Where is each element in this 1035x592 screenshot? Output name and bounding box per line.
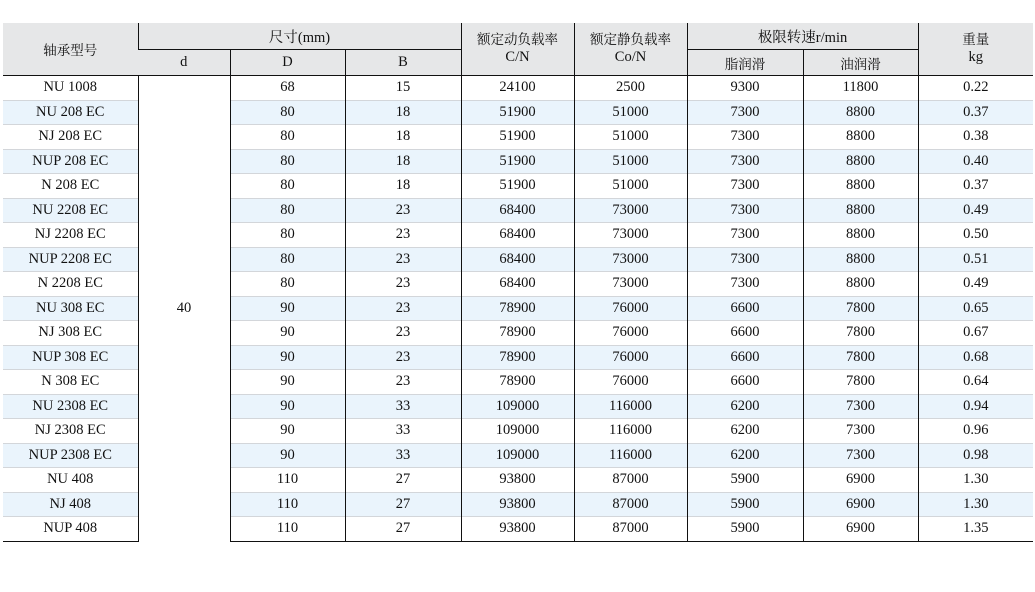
static-load-cell: 51000: [574, 100, 687, 125]
grease-speed-cell: 6600: [687, 370, 803, 395]
static-load-cell: 73000: [574, 198, 687, 223]
static-load-cell: 87000: [574, 517, 687, 542]
outer-diameter-cell: 90: [230, 345, 345, 370]
oil-speed-cell: 7800: [803, 296, 918, 321]
outer-diameter-cell: 110: [230, 492, 345, 517]
width-cell: 23: [345, 223, 461, 248]
weight-cell: 0.37: [918, 100, 1033, 125]
grease-speed-cell: 7300: [687, 174, 803, 199]
outer-diameter-cell: 90: [230, 419, 345, 444]
grease-speed-cell: 6600: [687, 296, 803, 321]
grease-speed-cell: 5900: [687, 492, 803, 517]
width-cell: 23: [345, 370, 461, 395]
oil-speed-cell: 7300: [803, 419, 918, 444]
oil-speed-cell: 7800: [803, 321, 918, 346]
grease-speed-cell: 5900: [687, 517, 803, 542]
oil-speed-cell: 8800: [803, 223, 918, 248]
grease-speed-cell: 5900: [687, 468, 803, 493]
weight-cell: 0.38: [918, 125, 1033, 150]
model-cell: NU 208 EC: [3, 100, 138, 125]
header-dynamic-load-label: 额定动负载率: [477, 32, 559, 48]
weight-cell: 1.30: [918, 468, 1033, 493]
outer-diameter-cell: 80: [230, 174, 345, 199]
bore-diameter-cell: 40: [138, 76, 230, 542]
width-cell: 27: [345, 492, 461, 517]
model-cell: NU 408: [3, 468, 138, 493]
model-cell: NUP 208 EC: [3, 149, 138, 174]
grease-speed-cell: 6200: [687, 443, 803, 468]
header-model: 轴承型号: [3, 23, 138, 76]
outer-diameter-cell: 80: [230, 149, 345, 174]
model-cell: NJ 408: [3, 492, 138, 517]
header-speed: 极限转速r/min: [687, 23, 918, 50]
static-load-cell: 116000: [574, 443, 687, 468]
model-cell: NJ 2308 EC: [3, 419, 138, 444]
oil-speed-cell: 8800: [803, 100, 918, 125]
dynamic-load-cell: 68400: [461, 198, 574, 223]
header-weight-unit: kg: [968, 49, 984, 65]
dynamic-load-cell: 109000: [461, 419, 574, 444]
header-static-load-unit: Co/N: [614, 49, 647, 65]
outer-diameter-cell: 80: [230, 198, 345, 223]
static-load-cell: 2500: [574, 76, 687, 101]
weight-cell: 0.96: [918, 419, 1033, 444]
dynamic-load-cell: 93800: [461, 468, 574, 493]
width-cell: 33: [345, 419, 461, 444]
dynamic-load-cell: 109000: [461, 394, 574, 419]
dynamic-load-cell: 93800: [461, 517, 574, 542]
width-cell: 15: [345, 76, 461, 101]
outer-diameter-cell: 90: [230, 321, 345, 346]
grease-speed-cell: 6600: [687, 345, 803, 370]
dynamic-load-cell: 51900: [461, 125, 574, 150]
weight-cell: 0.49: [918, 272, 1033, 297]
grease-speed-cell: 7300: [687, 149, 803, 174]
weight-cell: 0.67: [918, 321, 1033, 346]
oil-speed-cell: 8800: [803, 174, 918, 199]
model-cell: NUP 308 EC: [3, 345, 138, 370]
table-header: [3, 23, 1033, 76]
grease-speed-cell: 7300: [687, 247, 803, 272]
static-load-cell: 76000: [574, 296, 687, 321]
dynamic-load-cell: 93800: [461, 492, 574, 517]
oil-speed-cell: 7300: [803, 394, 918, 419]
model-cell: NUP 2208 EC: [3, 247, 138, 272]
weight-cell: 0.64: [918, 370, 1033, 395]
model-cell: NJ 2208 EC: [3, 223, 138, 248]
weight-cell: 0.37: [918, 174, 1033, 199]
dynamic-load-cell: 68400: [461, 272, 574, 297]
static-load-cell: 76000: [574, 321, 687, 346]
static-load-cell: 73000: [574, 223, 687, 248]
width-cell: 23: [345, 272, 461, 297]
model-cell: NUP 408: [3, 517, 138, 542]
outer-diameter-cell: 90: [230, 296, 345, 321]
static-load-cell: 116000: [574, 419, 687, 444]
weight-cell: 0.40: [918, 149, 1033, 174]
model-cell: NU 308 EC: [3, 296, 138, 321]
oil-speed-cell: 6900: [803, 492, 918, 517]
outer-diameter-cell: 80: [230, 100, 345, 125]
weight-cell: 0.50: [918, 223, 1033, 248]
dynamic-load-cell: 68400: [461, 247, 574, 272]
weight-cell: 0.68: [918, 345, 1033, 370]
width-cell: 23: [345, 345, 461, 370]
static-load-cell: 73000: [574, 247, 687, 272]
weight-cell: 0.49: [918, 198, 1033, 223]
outer-diameter-cell: 90: [230, 394, 345, 419]
dynamic-load-cell: 78900: [461, 345, 574, 370]
width-cell: 33: [345, 394, 461, 419]
grease-speed-cell: 7300: [687, 100, 803, 125]
width-cell: 18: [345, 174, 461, 199]
header-d: d: [138, 50, 230, 76]
weight-cell: 0.94: [918, 394, 1033, 419]
grease-speed-cell: 7300: [687, 198, 803, 223]
width-cell: 23: [345, 296, 461, 321]
grease-speed-cell: 7300: [687, 125, 803, 150]
oil-speed-cell: 8800: [803, 149, 918, 174]
oil-speed-cell: 11800: [803, 76, 918, 101]
header-oil: 油润滑: [803, 50, 918, 76]
static-load-cell: 76000: [574, 345, 687, 370]
model-cell: NU 1008: [43, 79, 98, 96]
grease-speed-cell: 6600: [687, 321, 803, 346]
grease-speed-cell: 6200: [687, 419, 803, 444]
static-load-cell: 87000: [574, 492, 687, 517]
header-static-load-label: 额定静负载率: [590, 32, 672, 48]
outer-diameter-cell: 80: [230, 223, 345, 248]
dynamic-load-cell: 24100: [461, 76, 574, 101]
model-cell: NUP 2308 EC: [3, 443, 138, 468]
width-cell: 18: [345, 100, 461, 125]
outer-diameter-cell: 80: [230, 247, 345, 272]
header-B: B: [345, 50, 461, 76]
dynamic-load-cell: 78900: [461, 321, 574, 346]
outer-diameter-cell: 110: [230, 468, 345, 493]
bearing-spec-table-container: [3, 23, 1033, 542]
width-cell: 18: [345, 149, 461, 174]
width-cell: 27: [345, 468, 461, 493]
outer-diameter-cell: 110: [230, 517, 345, 542]
oil-speed-cell: 7300: [803, 443, 918, 468]
model-cell: N 2208 EC: [3, 272, 138, 297]
static-load-cell: 73000: [574, 272, 687, 297]
width-cell: 18: [345, 125, 461, 150]
header-weight-label: 重量: [962, 32, 990, 48]
static-load-cell: 76000: [574, 370, 687, 395]
static-load-cell: 51000: [574, 125, 687, 150]
dynamic-load-cell: 68400: [461, 223, 574, 248]
weight-cell: 0.22: [918, 76, 1033, 101]
model-cell: NU 2308 EC: [3, 394, 138, 419]
width-cell: 23: [345, 321, 461, 346]
static-load-cell: 116000: [574, 394, 687, 419]
table-body: [3, 76, 1033, 542]
oil-speed-cell: 6900: [803, 517, 918, 542]
weight-cell: 1.30: [918, 492, 1033, 517]
outer-diameter-cell: 80: [230, 125, 345, 150]
weight-cell: 0.51: [918, 247, 1033, 272]
model-cell: N 208 EC: [3, 174, 138, 199]
weight-cell: 0.98: [918, 443, 1033, 468]
header-weight: [918, 23, 1033, 76]
width-cell: 23: [345, 247, 461, 272]
header-size: 尺寸(mm): [138, 23, 461, 50]
static-load-cell: 51000: [574, 174, 687, 199]
header-grease: 脂润滑: [687, 50, 803, 76]
table-row: [3, 76, 1033, 101]
bearing-spec-table: [3, 23, 1033, 542]
header-dynamic-load: [461, 23, 574, 76]
oil-speed-cell: 7800: [803, 345, 918, 370]
grease-speed-cell: 9300: [687, 76, 803, 101]
dynamic-load-cell: 51900: [461, 100, 574, 125]
model-cell: N 308 EC: [3, 370, 138, 395]
width-cell: 27: [345, 517, 461, 542]
model-cell: NU 2208 EC: [3, 198, 138, 223]
width-cell: 33: [345, 443, 461, 468]
header-dynamic-load-unit: C/N: [505, 49, 530, 65]
weight-cell: 0.65: [918, 296, 1033, 321]
static-load-cell: 51000: [574, 149, 687, 174]
grease-speed-cell: 6200: [687, 394, 803, 419]
oil-speed-cell: 8800: [803, 272, 918, 297]
grease-speed-cell: 7300: [687, 272, 803, 297]
oil-speed-cell: 8800: [803, 247, 918, 272]
dynamic-load-cell: 109000: [461, 443, 574, 468]
outer-diameter-cell: 90: [230, 443, 345, 468]
static-load-cell: 87000: [574, 468, 687, 493]
dynamic-load-cell: 51900: [461, 174, 574, 199]
weight-cell: 1.35: [918, 517, 1033, 542]
header-static-load: [574, 23, 687, 76]
width-cell: 23: [345, 198, 461, 223]
header-D: D: [230, 50, 345, 76]
outer-diameter-cell: 80: [230, 272, 345, 297]
dynamic-load-cell: 78900: [461, 370, 574, 395]
dynamic-load-cell: 78900: [461, 296, 574, 321]
grease-speed-cell: 7300: [687, 223, 803, 248]
model-cell: NJ 308 EC: [3, 321, 138, 346]
dynamic-load-cell: 51900: [461, 149, 574, 174]
outer-diameter-cell: 90: [230, 370, 345, 395]
oil-speed-cell: 8800: [803, 125, 918, 150]
oil-speed-cell: 8800: [803, 198, 918, 223]
oil-speed-cell: 6900: [803, 468, 918, 493]
outer-diameter-cell: 68: [230, 76, 345, 101]
oil-speed-cell: 7800: [803, 370, 918, 395]
model-cell: NJ 208 EC: [3, 125, 138, 150]
